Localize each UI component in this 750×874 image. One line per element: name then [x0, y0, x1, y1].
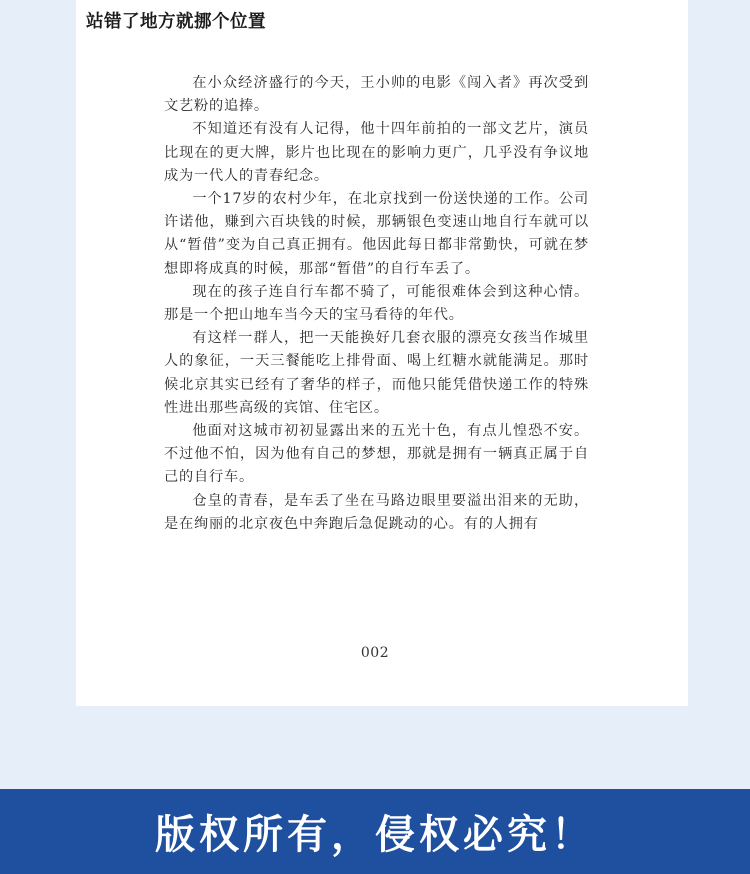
paragraph: 仓皇的青春，是车丢了坐在马路边眼里要溢出泪来的无助，是在绚丽的北京夜色中奔跑后急促跳动的心。有的人拥有 — [164, 492, 589, 532]
copyright-notice: 版权所有，侵权必究！ — [155, 812, 595, 858]
paragraph: 有这样一群人，把一天能换好几套衣服的漂亮女孩当作城里人的象征，一天三餐能吃上排骨面、喝上红糖水就能满足。那时候北京其实已经有了奢华的样子，而他只能凭借快递工作的特殊性进出那些高级的宾馆、住宅区。 — [164, 330, 589, 416]
paragraph: 他面对这城市初初显露出来的五光十色，有点儿惶恐不安。不过他不怕，因为他有自己的梦想，那就是拥有一辆真正属于自己的自行车。 — [164, 423, 589, 486]
copyright-banner — [0, 789, 750, 874]
chapter-title: 站错了地方就挪个位置 — [86, 12, 266, 32]
paragraph: 现在的孩子连自行车都不骑了，可能很难体会到这种心情。那是一个把山地车当今天的宝马看待的年代。 — [164, 283, 589, 324]
page-number: 002 — [360, 645, 390, 661]
paragraph: 一个17岁的农村少年，在北京找到一份送快递的工作。公司许诺他，赚到六百块钱的时候，那辆银色变速山地自行车就可以从“暂借”变为自己真正拥有。他因此每日都非常勤快，可就在梦想即将成真的时候，那部“暂借”的自行车丢了。 — [164, 191, 589, 277]
paragraph: 不知道还有没有人记得，他十四年前拍的一部文艺片，演员比现在的更大牌，影片也比现在的影响力更广，几乎没有争议地成为一代人的青春纪念。 — [164, 121, 589, 184]
paragraph: 在小众经济盛行的今天，王小帅的电影《闯入者》再次受到文艺粉的追捧。 — [164, 75, 589, 115]
chapter-body — [164, 72, 589, 536]
